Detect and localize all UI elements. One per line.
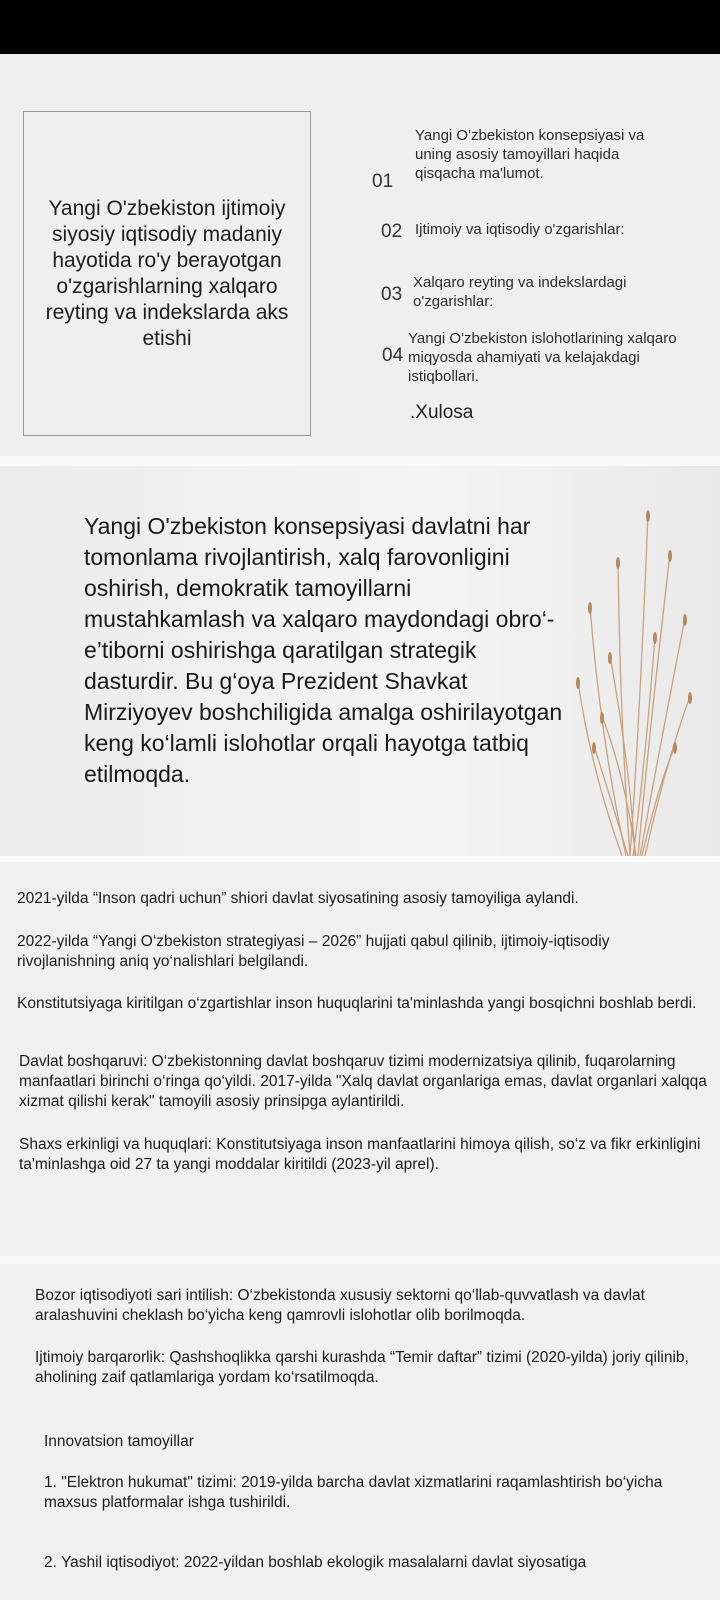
item-number-01: 01 <box>372 171 394 192</box>
innovation-heading: Innovatsion tamoyillar <box>44 1433 194 1450</box>
dried-grass-decoration <box>490 466 720 856</box>
paragraph-market: Bozor iqtisodiyoti sari intilish: O‘zbekistonda xususiy sektorni qo‘llab-quvvatlash va davlat aralashuvini cheklash bo‘yicha keng qamrovli islohotlar olib borilmoqda. <box>35 1287 645 1324</box>
paragraph-rights: Shaxs erkinligi va huquqlari: Konstitutsiyaga inson manfaatlarini himoya qilish, so‘z va fikr erkinligini ta'minlashga oid 27 ta yangi moddalar kiritildi (2023-yil aprel). <box>19 1136 701 1173</box>
slide-concept <box>0 466 720 856</box>
paragraph-e-government: 1. "Elektron hukumat" tizimi: 2019-yilda barcha davlat xizmatlarini raqamlashtirish bo‘yicha maxsus platformalar ishga tushirildi. <box>44 1474 663 1511</box>
paragraph-green-economy: 2. Yashil iqtisodiyot: 2022-yildan boshlab ekologik masalalarni davlat siyosatiga <box>44 1554 587 1571</box>
slide-title: Yangi O'zbekiston ijtimoiy siyosiy iqtisodiy madaniy hayotida ro'y berayotgan o'zgarishlarning xalqaro reyting va indekslarda aks etishi <box>45 196 289 350</box>
paragraph-stability: Ijtimoiy barqarorlik: Qashshoqlikka qarshi kurashda “Temir daftar” tizimi (2020-yilda) joriy qilinib, aholining zaif qatlamlariga yordam ko‘rsatilmoqda. <box>35 1349 689 1386</box>
slide-separator <box>0 856 720 862</box>
title-box <box>23 111 311 436</box>
paragraph-2022: 2022-yilda “Yangi O‘zbekiston strategiyasi – 2026” hujjati qabul qilinib, ijtimoiy-iqtisodiy rivojlanishning aniq yo‘nalishlari belgilandi. <box>17 933 610 970</box>
paragraph-constitution: Konstitutsiyaga kiritilgan o‘zgartishlar inson huquqlarini ta'minlashda yangi bosqichni boshlab berdi. <box>17 995 697 1012</box>
item-text-03: Xalqaro reyting va indekslardagi o'zgarishlar: <box>413 274 627 310</box>
slide-separator <box>0 456 720 466</box>
item-number-03: 03 <box>381 284 403 305</box>
concept-text: Yangi O'zbekiston konsepsiyasi davlatni har tomonlama rivojlantirish, xalq farovonligini oshirish, demokratik tamoyillarni mustahkamlash va xalqaro maydondagi obro‘-e’tiborni oshirishga qaratilgan strategik dasturdir. Bu g‘oya Prezident Shavkat Mirziyoyev boshchiligida amalga oshirilayotgan keng ko‘lamli islohotlar orqali hayotga tatbiq etilmoqda. <box>84 513 563 787</box>
item-text-04: Yangi O'zbekiston islohotlarining xalqaro miqyosda ahamiyati va kelajakdagi istiqbollari. <box>408 330 677 385</box>
top-bar <box>0 0 720 54</box>
item-number-04: 04 <box>382 345 404 366</box>
slide-separator <box>0 1256 720 1264</box>
paragraph-governance: Davlat boshqaruvi: O‘zbekistonning davlat boshqaruv tizimi modernizatsiya qilinib, fuqarolarning manfaatlari birinchi o‘ringa qo‘yildi. 2017-yilda "Xalq davlat organlariga emas, davlat organlari xalqqa xizmat qilishi kerak" tamoyili asosiy prinsipga aylantirildi. <box>19 1053 707 1110</box>
item-text-01: Yangi O'zbekiston konsepsiyasi va uning asosiy tamoyillari haqida qisqacha ma'lumot. <box>415 127 645 182</box>
item-text-02: Ijtimoiy va iqtisodiy o'zgarishlar: <box>415 221 625 238</box>
conclusion-label: .Xulosa <box>410 402 474 423</box>
paragraph-2021: 2021-yilda “Inson qadri uchun” shiori davlat siyosatining asosiy tamoyiliga aylandi. <box>17 890 579 907</box>
item-number-02: 02 <box>381 221 403 242</box>
